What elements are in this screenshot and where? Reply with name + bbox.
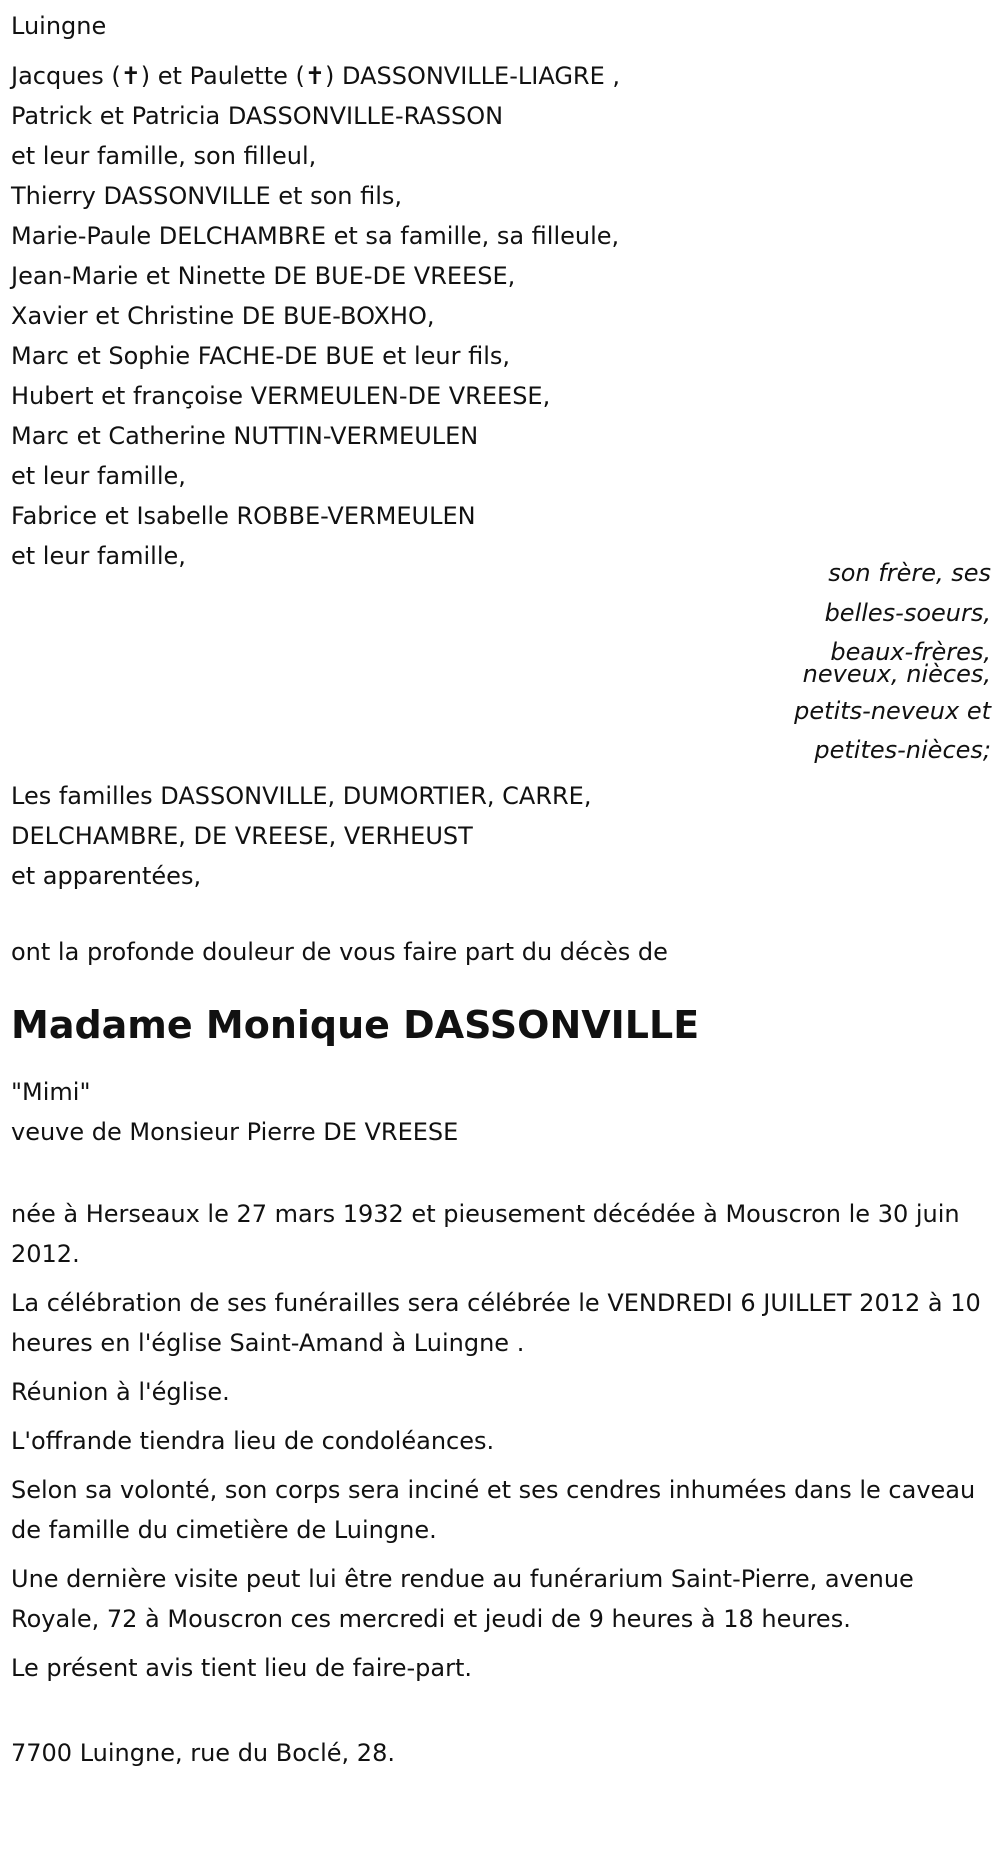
- family-list: [11, 56, 991, 576]
- other-family-line: DELCHAMBRE, DE VREESE, VERHEUST: [11, 822, 473, 850]
- relation-line: petites-nièces;: [814, 736, 991, 764]
- family-line: Thierry DASSONVILLE et son fils,: [11, 182, 403, 210]
- address: 7700 Luingne, rue du Boclé, 28.: [11, 1739, 395, 1767]
- detail-paragraph: Une dernière visite peut lui être rendue au funérarium Saint-Pierre, avenue Royale, 72 à Mouscron ces mercredi et jeudi de 9 heures à 18 heures.: [11, 1565, 914, 1633]
- lower-section: [11, 776, 991, 1773]
- family-line: Fabrice et Isabelle ROBBE-VERMEULEN: [11, 502, 476, 530]
- family-line: Marc et Sophie FACHE-DE BUE et leur fils,: [11, 342, 510, 370]
- other-family-line: et apparentées,: [11, 862, 202, 890]
- place-header: Luingne: [11, 12, 107, 40]
- relation-line: belles-soeurs,: [824, 599, 991, 627]
- other-family-line: Les familles DASSONVILLE, DUMORTIER, CARRE,: [11, 782, 592, 810]
- relation-line: neveux, nièces,: [802, 660, 991, 688]
- family-line: et leur famille, son filleul,: [11, 142, 317, 170]
- detail-paragraph: Le présent avis tient lieu de faire-part.: [11, 1654, 473, 1682]
- family-line: et leur famille,: [11, 462, 186, 490]
- other-families: [11, 776, 991, 896]
- announcement-text: ont la profonde douleur de vous faire part du décès de: [11, 938, 668, 966]
- relation-line: son frère, ses: [828, 559, 991, 587]
- details-paragraphs: [11, 1194, 991, 1688]
- detail-paragraph: La célébration de ses funérailles sera célébrée le VENDREDI 6 JUILLET 2012 à 10 heures en l'église Saint-Amand à Luingne .: [11, 1289, 981, 1357]
- widow-of: veuve de Monsieur Pierre DE VREESE: [11, 1118, 459, 1146]
- family-line: et leur famille,: [11, 542, 186, 570]
- detail-paragraph: née à Herseaux le 27 mars 1932 et pieusement décédée à Mouscron le 30 juin 2012.: [11, 1200, 960, 1268]
- obituary-page: [11, 0, 991, 1767]
- relation-line: beaux-frères,: [830, 638, 991, 666]
- relation-line: petits-neveux et: [794, 697, 991, 725]
- deceased-name: Madame Monique DASSONVILLE: [11, 1003, 700, 1047]
- family-line: Marc et Catherine NUTTIN-VERMEULEN: [11, 422, 479, 450]
- nickname: "Mimi": [11, 1078, 91, 1106]
- detail-paragraph: Réunion à l'église.: [11, 1378, 230, 1406]
- family-line: Patrick et Patricia DASSONVILLE-RASSON: [11, 102, 504, 130]
- family-line: Hubert et françoise VERMEULEN-DE VREESE,: [11, 382, 551, 410]
- detail-paragraph: Selon sa volonté, son corps sera inciné et ses cendres inhumées dans le caveau de famille du cimetière de Luingne.: [11, 1476, 976, 1544]
- family-line: Jacques (✝) et Paulette (✝) DASSONVILLE-LIAGRE ,: [11, 62, 621, 90]
- family-line: Jean-Marie et Ninette DE BUE-DE VREESE,: [11, 262, 516, 290]
- family-line: Marie-Paule DELCHAMBRE et sa famille, sa filleule,: [11, 222, 620, 250]
- family-line: Xavier et Christine DE BUE-BOXHO,: [11, 302, 435, 330]
- detail-paragraph: L'offrande tiendra lieu de condoléances.: [11, 1427, 495, 1455]
